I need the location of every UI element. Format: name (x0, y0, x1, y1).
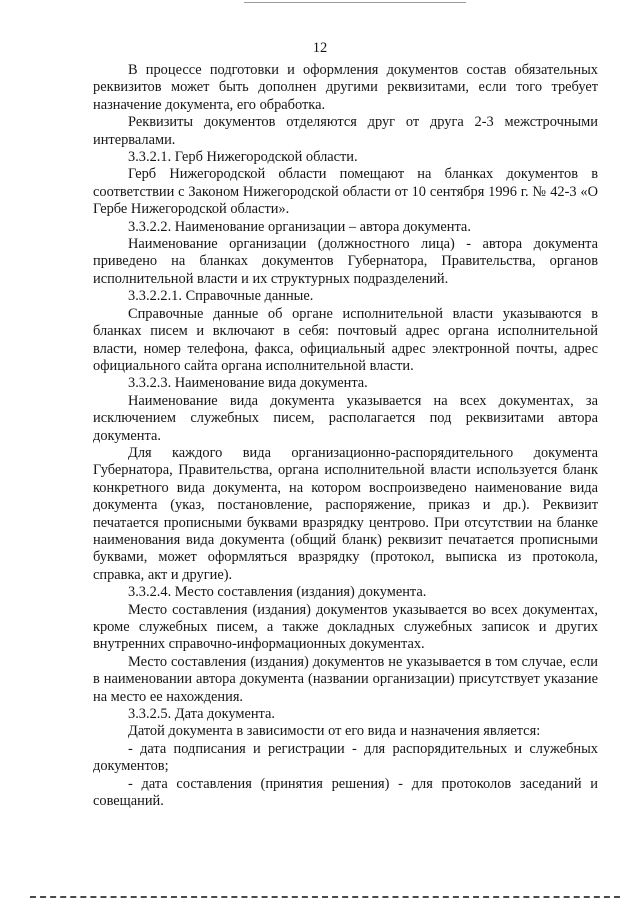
bottom-dashed-rule (30, 896, 620, 898)
section-heading-document-date: 3.3.2.5. Дата документа. (128, 706, 276, 723)
paragraph-place-of-issue-exception: Место составления (издания) документов не указывается в том случае, если в наименовании автора документа (названии организации) присутствует указание на место ее нахождения. (93, 653, 598, 705)
paragraph-coat-of-arms: Герб Нижегородской области помещают на бланках документов в соответствии с Законом Нижегородской области от 10 сентября 1996 г. № 42-3 «О Гербе Нижегородской области». (93, 166, 598, 218)
section-heading-place-of-issue: 3.3.2.4. Место составления (издания) документа. (128, 584, 427, 601)
document-body (93, 62, 598, 810)
paragraph-requisites-extension: В процессе подготовки и оформления документов состав обязательных реквизитов может быть дополнен другими реквизитами, если того требует назначение документа, его обработка. (93, 62, 598, 113)
paragraph-requisites-spacing: Реквизиты документов отделяются друг от друга 2-3 межстрочными интервалами. (93, 114, 598, 148)
section-heading-reference-data: 3.3.2.2.1. Справочные данные. (128, 288, 314, 305)
page-number: 12 (312, 40, 328, 56)
list-item-date-signing: - дата подписания и регистрации - для распорядительных и служебных документов; (93, 740, 598, 775)
paragraph-document-date: Датой документа в зависимости от его вида и назначения является: (128, 723, 541, 740)
paragraph-organization-name: Наименование организации (должностного лица) - автора документа приведено на бланках документов Губернатора, Правительства, органов исполнительной власти и их структурных подразделений. (93, 236, 598, 287)
paragraph-document-type-blank: Для каждого вида организационно-распорядительного документа Губернатора, Правительства, органа исполнительной власти используется бланк конкретного вида документа, на котором воспроизведено наименование вида документа (указ, постановление, распоряжение, приказ и др.). Реквизит печатается прописными буквами вразрядку центрово. При отсутствии на бланке наименования вида документа (общий бланк) реквизит печатается прописными буквами, может оформляться вразрядку (протокол, выписка из протокола, справка, акт и другие). (93, 444, 598, 583)
section-heading-coat-of-arms: 3.3.2.1. Герб Нижегородской области. (128, 149, 358, 166)
section-heading-document-type: 3.3.2.3. Наименование вида документа. (128, 375, 368, 392)
paragraph-document-type: Наименование вида документа указывается на всех документах, за исключением служебных писем, располагается под реквизитами автора документа. (93, 392, 598, 444)
top-rule (244, 2, 466, 3)
paragraph-reference-data: Справочные данные об органе исполнительной власти указываются в бланках писем и включают в себя: почтовый адрес органа исполнительной власти, номер телефона, факса, официальный адрес электронной почты, адрес официального сайта органа исполнительной власти. (93, 305, 598, 374)
section-heading-organization-name: 3.3.2.2. Наименование организации – автора документа. (128, 218, 471, 235)
list-item-date-compilation: - дата составления (принятия решения) - для протоколов заседаний и совещаний. (93, 775, 598, 810)
paragraph-place-of-issue: Место составления (издания) документов указывается во всех документах, кроме служебных писем, а также докладных служебных записок и других внутренних справочно-информационных документах. (93, 601, 598, 653)
